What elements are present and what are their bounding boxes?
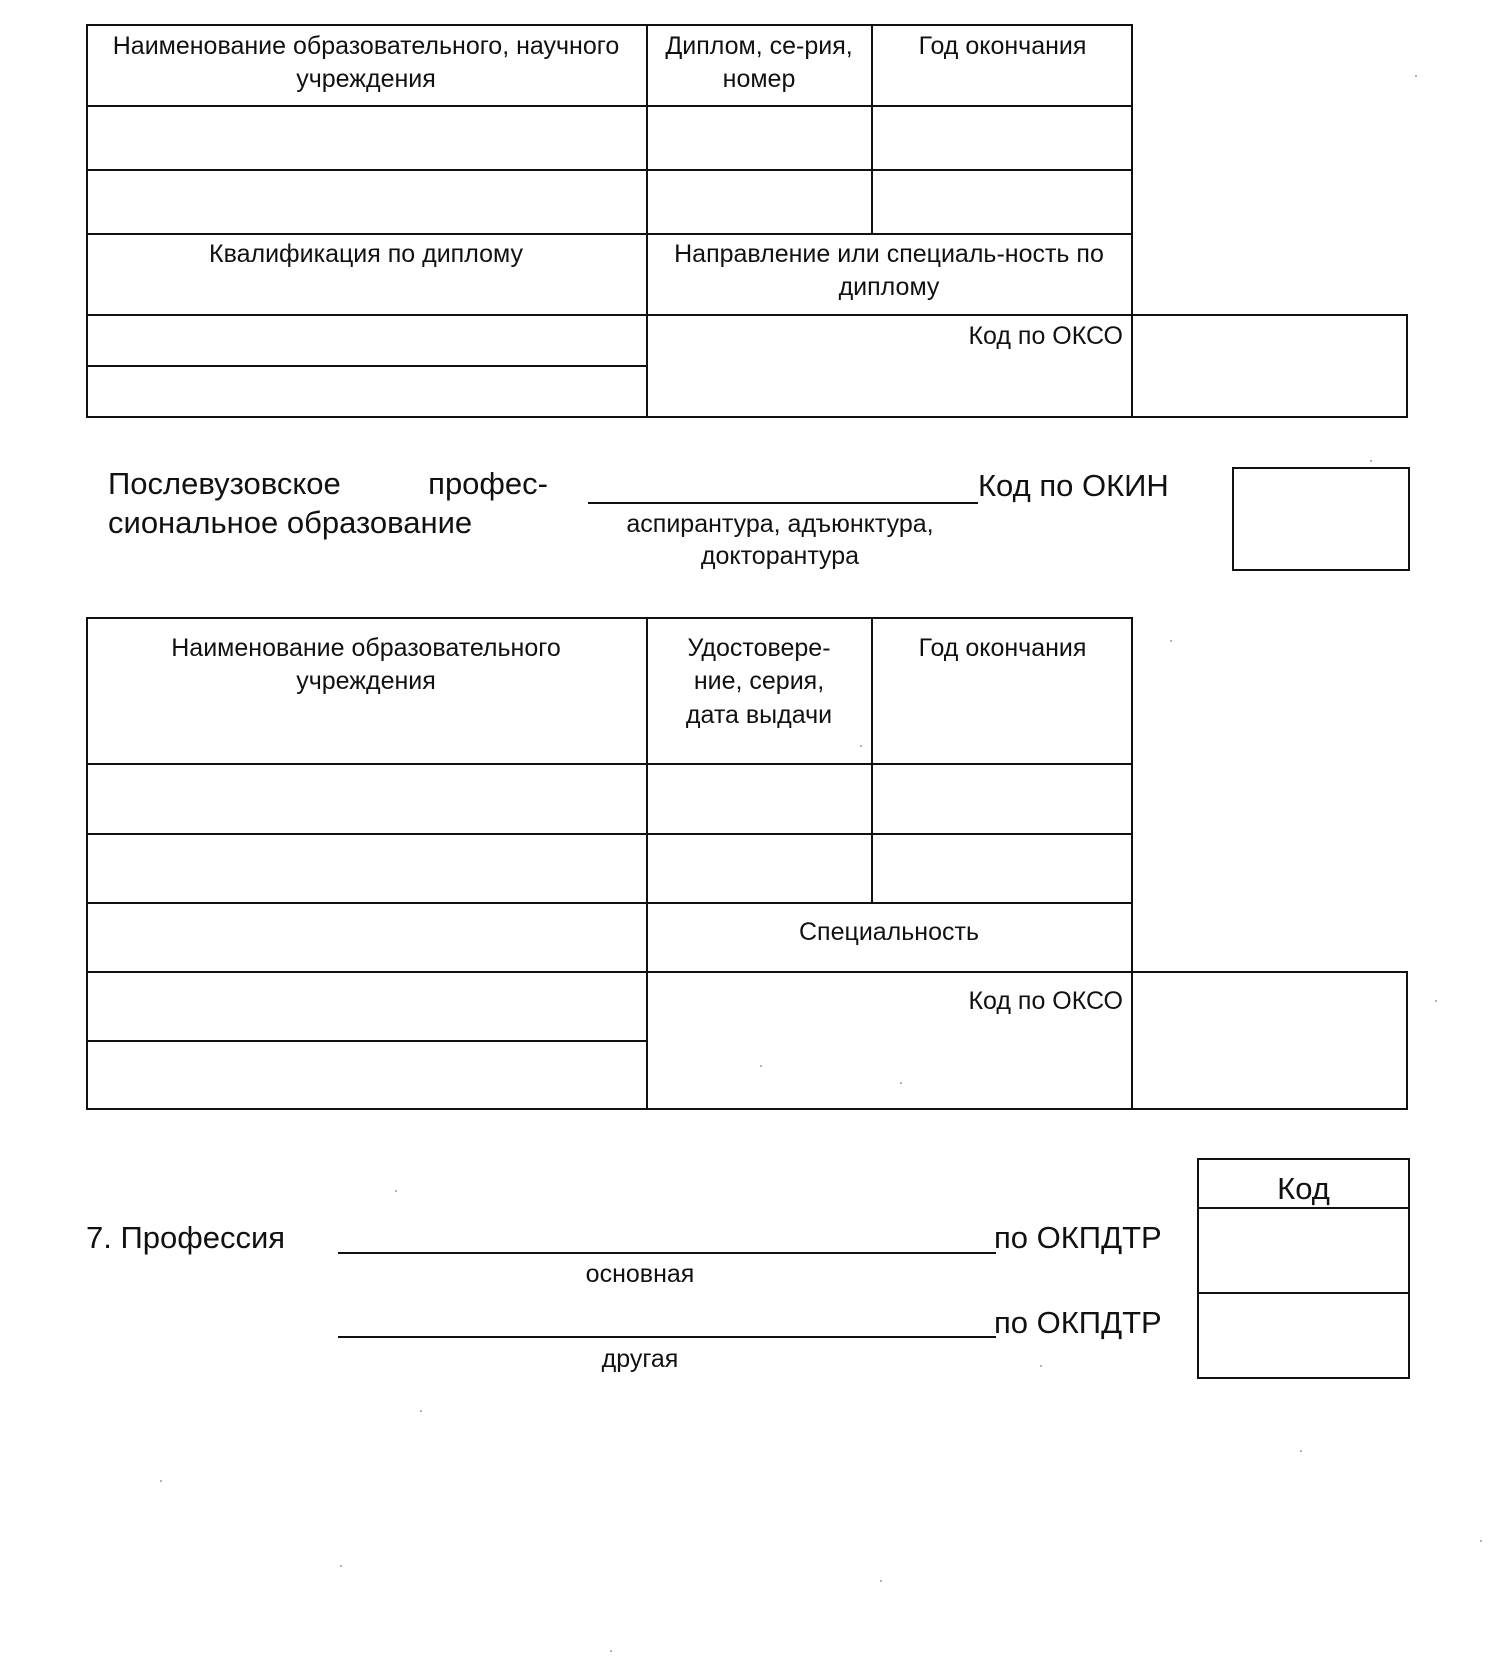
main-profession-code-cell[interactable]: [1199, 1209, 1408, 1292]
qualification-header: Квалификация по диплому: [209, 240, 523, 268]
pg-specialty-header: Специальность: [799, 918, 979, 946]
postgraduate-fill-line: [588, 502, 978, 504]
pg-institution-column-header: Наименование образовательного учреждения: [171, 634, 561, 696]
okso-code-label: Код по ОКСО: [968, 322, 1123, 350]
other-profession-caption: другая: [601, 1345, 679, 1373]
okpdtr-other-label: по ОКПДТР: [994, 1305, 1162, 1340]
other-profession-code-cell[interactable]: [1199, 1294, 1408, 1377]
main-profession-caption: основная: [585, 1260, 695, 1288]
specialty-header: Направление или специаль-ность по диплому: [674, 240, 1104, 302]
okin-code-box[interactable]: [1232, 467, 1410, 571]
pg-okso-code-label: Код по ОКСО: [968, 987, 1123, 1015]
pg-certificate-column-header: Удостовере-ние, серия, дата выдачи: [685, 634, 833, 729]
pg-graduation-year-column-header: Год окончания: [918, 634, 1087, 662]
okin-code-label: Код по ОКИН: [978, 468, 1169, 503]
profession-label: 7. Профессия: [86, 1220, 286, 1255]
graduation-year-column-header: Год окончания: [918, 32, 1087, 60]
okpdtr-main-label: по ОКПДТР: [994, 1220, 1162, 1255]
main-profession-line: [338, 1252, 996, 1254]
institution-column-header: Наименование образовательного, научного учреждения: [112, 32, 620, 94]
diploma-column-header: Диплом, се-рия, номер: [665, 32, 853, 94]
postgraduate-line-caption: аспирантура, адъюнктура, докторантура: [626, 510, 934, 570]
postgraduate-title: Послевузовское профес-сиональное образование: [108, 466, 548, 540]
code-header: Код: [1277, 1171, 1330, 1206]
other-profession-line: [338, 1336, 996, 1338]
